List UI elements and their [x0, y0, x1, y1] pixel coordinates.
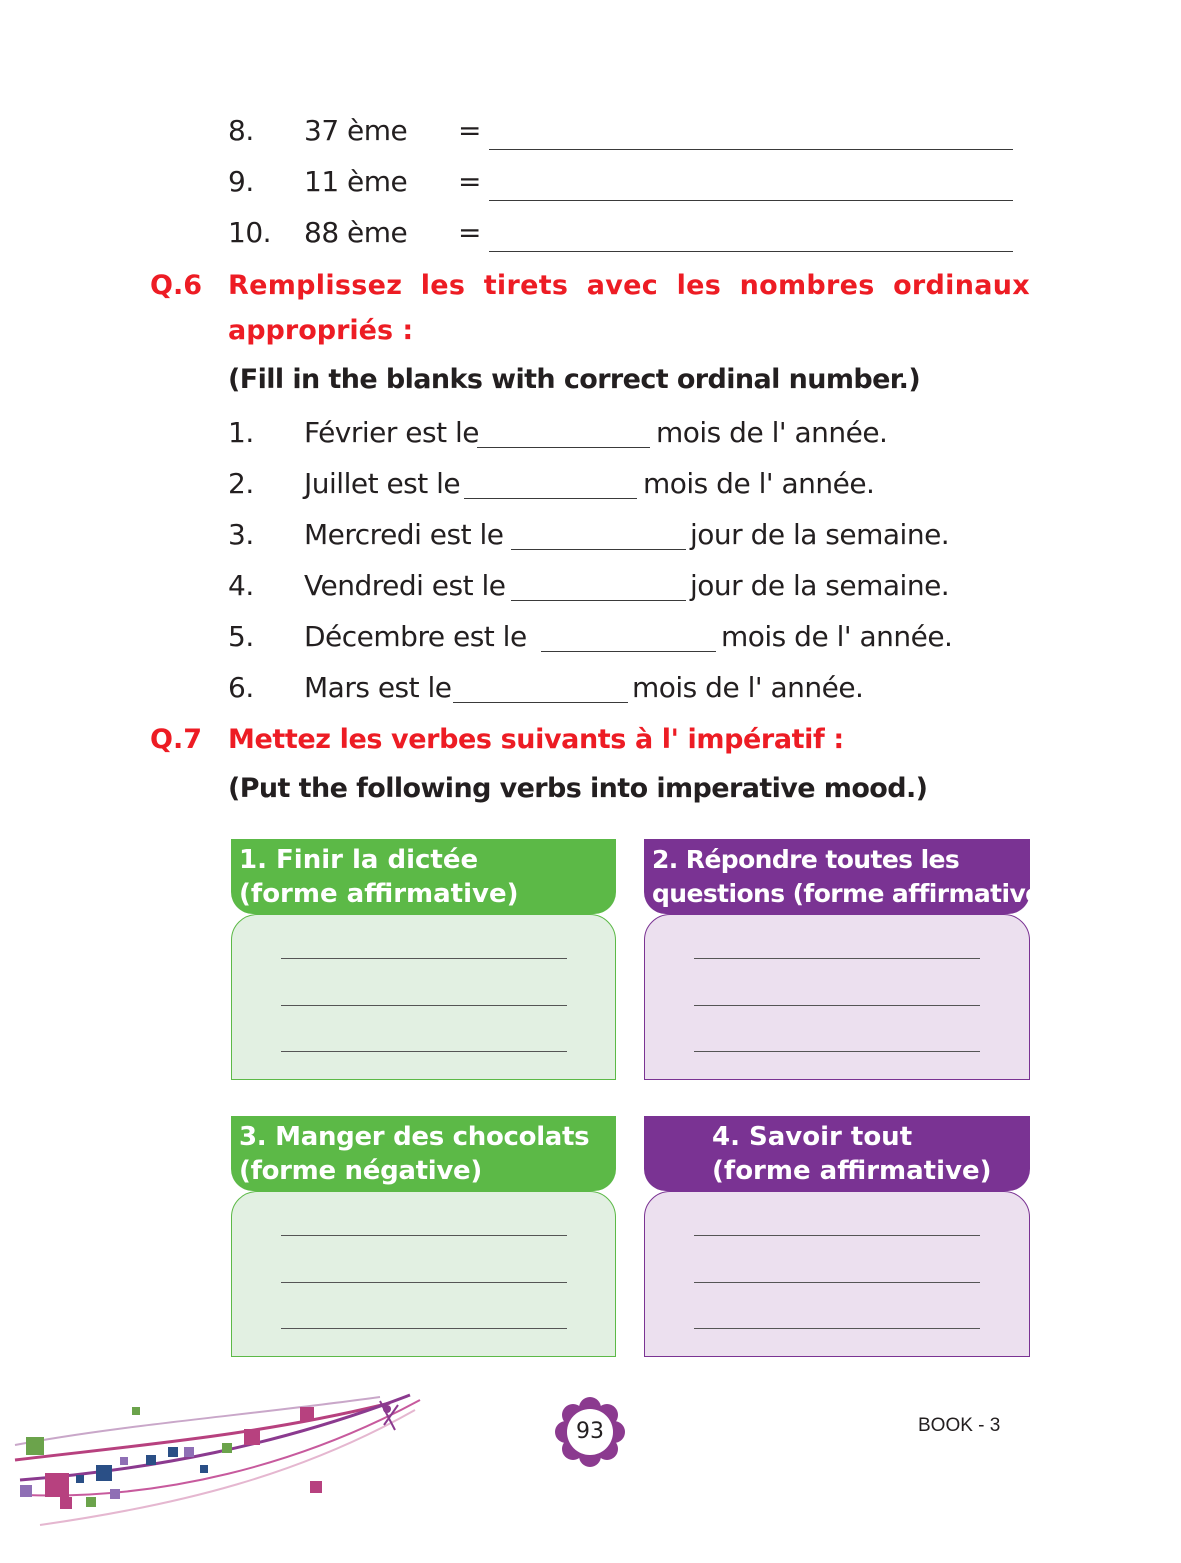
question-title: Mettez les verbes suivants à l' impératif : [228, 724, 844, 755]
item-number: 6. [228, 671, 254, 704]
fill-item [0, 569, 1181, 609]
writing-line[interactable] [281, 1051, 567, 1052]
sentence-start: Décembre est le [304, 620, 527, 653]
exercise-card-header [644, 839, 1053, 914]
card-verb: 3. Manger des chocolats [239, 1122, 590, 1152]
answer-box [644, 914, 1030, 1080]
item-number: 3. [228, 518, 254, 551]
writing-line[interactable] [694, 1051, 980, 1052]
writing-line[interactable] [281, 1328, 567, 1329]
item-number: 8. [228, 114, 254, 147]
question-title-continued: appropriés : [228, 315, 414, 346]
fill-item [0, 518, 1181, 558]
card-verb: 4. Savoir tout [712, 1122, 913, 1152]
exercise-card-header [644, 1116, 1030, 1191]
card-form: (forme affirmative) [712, 1156, 992, 1186]
answer-blank[interactable] [541, 651, 716, 652]
ordinal-value: 11 ème [304, 165, 408, 198]
item-number: 4. [228, 569, 254, 602]
exercise-card-header [231, 1116, 616, 1191]
answer-blank[interactable] [477, 447, 650, 448]
writing-line[interactable] [694, 958, 980, 959]
ordinal-value: 37 ème [304, 114, 408, 147]
sentence-end: mois de l' année. [656, 416, 888, 449]
answer-box [231, 1191, 616, 1357]
fill-item [0, 467, 1181, 507]
exercise-card-header [231, 839, 616, 914]
exercise-row [0, 114, 1181, 154]
question-label: Q.7 [150, 724, 202, 755]
sentence-end: mois de l' année. [721, 620, 953, 653]
writing-line[interactable] [281, 958, 567, 959]
item-number: 9. [228, 165, 254, 198]
equals-sign: = [458, 216, 481, 249]
answer-blank[interactable] [489, 149, 1013, 150]
writing-line[interactable] [694, 1282, 980, 1283]
card-form: questions (forme affirmative) [652, 879, 1053, 908]
card-verb: 2. Répondre toutes les [652, 845, 960, 874]
answer-blank[interactable] [511, 549, 686, 550]
sentence-end: mois de l' année. [643, 467, 875, 500]
writing-line[interactable] [281, 1282, 567, 1283]
sentence-end: mois de l' année. [632, 671, 864, 704]
item-number: 1. [228, 416, 254, 449]
book-label: BOOK - 3 [918, 1415, 1001, 1436]
fill-item [0, 620, 1181, 660]
question-subtitle: (Put the following verbs into imperative mood.) [228, 773, 928, 804]
answer-blank[interactable] [489, 200, 1013, 201]
fill-item [0, 671, 1181, 711]
sentence-start: Mercredi est le [304, 518, 504, 551]
item-number: 2. [228, 467, 254, 500]
answer-box [231, 914, 616, 1080]
answer-blank[interactable] [453, 702, 628, 703]
writing-line[interactable] [281, 1005, 567, 1006]
writing-line[interactable] [694, 1235, 980, 1236]
answer-blank[interactable] [511, 600, 686, 601]
sentence-start: Mars est le [304, 671, 452, 704]
sentence-end: jour de la semaine. [690, 518, 950, 551]
exercise-row [0, 216, 1181, 256]
writing-line[interactable] [694, 1005, 980, 1006]
card-form: (forme affirmative) [239, 879, 519, 909]
answer-box [644, 1191, 1030, 1357]
item-number: 10. [228, 216, 272, 249]
sentence-start: Vendredi est le [304, 569, 506, 602]
fill-item [0, 416, 1181, 456]
answer-blank[interactable] [489, 251, 1013, 252]
ordinal-value: 88 ème [304, 216, 408, 249]
sentence-end: jour de la semaine. [690, 569, 950, 602]
question-title: Remplissez les tirets avec les nombres ordinaux [228, 270, 1030, 301]
question-label: Q.6 [150, 270, 202, 301]
sentence-start: Juillet est le [304, 467, 461, 500]
sentence-start: Février est le [304, 416, 479, 449]
card-form: (forme négative) [239, 1156, 482, 1186]
answer-blank[interactable] [464, 498, 637, 499]
card-verb: 1. Finir la dictée [239, 845, 479, 875]
exercise-row [0, 165, 1181, 205]
writing-line[interactable] [281, 1235, 567, 1236]
page-number: 93 [576, 1419, 604, 1444]
writing-line[interactable] [694, 1328, 980, 1329]
item-number: 5. [228, 620, 254, 653]
equals-sign: = [458, 165, 481, 198]
decorative-swirl [0, 1385, 440, 1550]
equals-sign: = [458, 114, 481, 147]
question-subtitle: (Fill in the blanks with correct ordinal number.) [228, 364, 921, 395]
